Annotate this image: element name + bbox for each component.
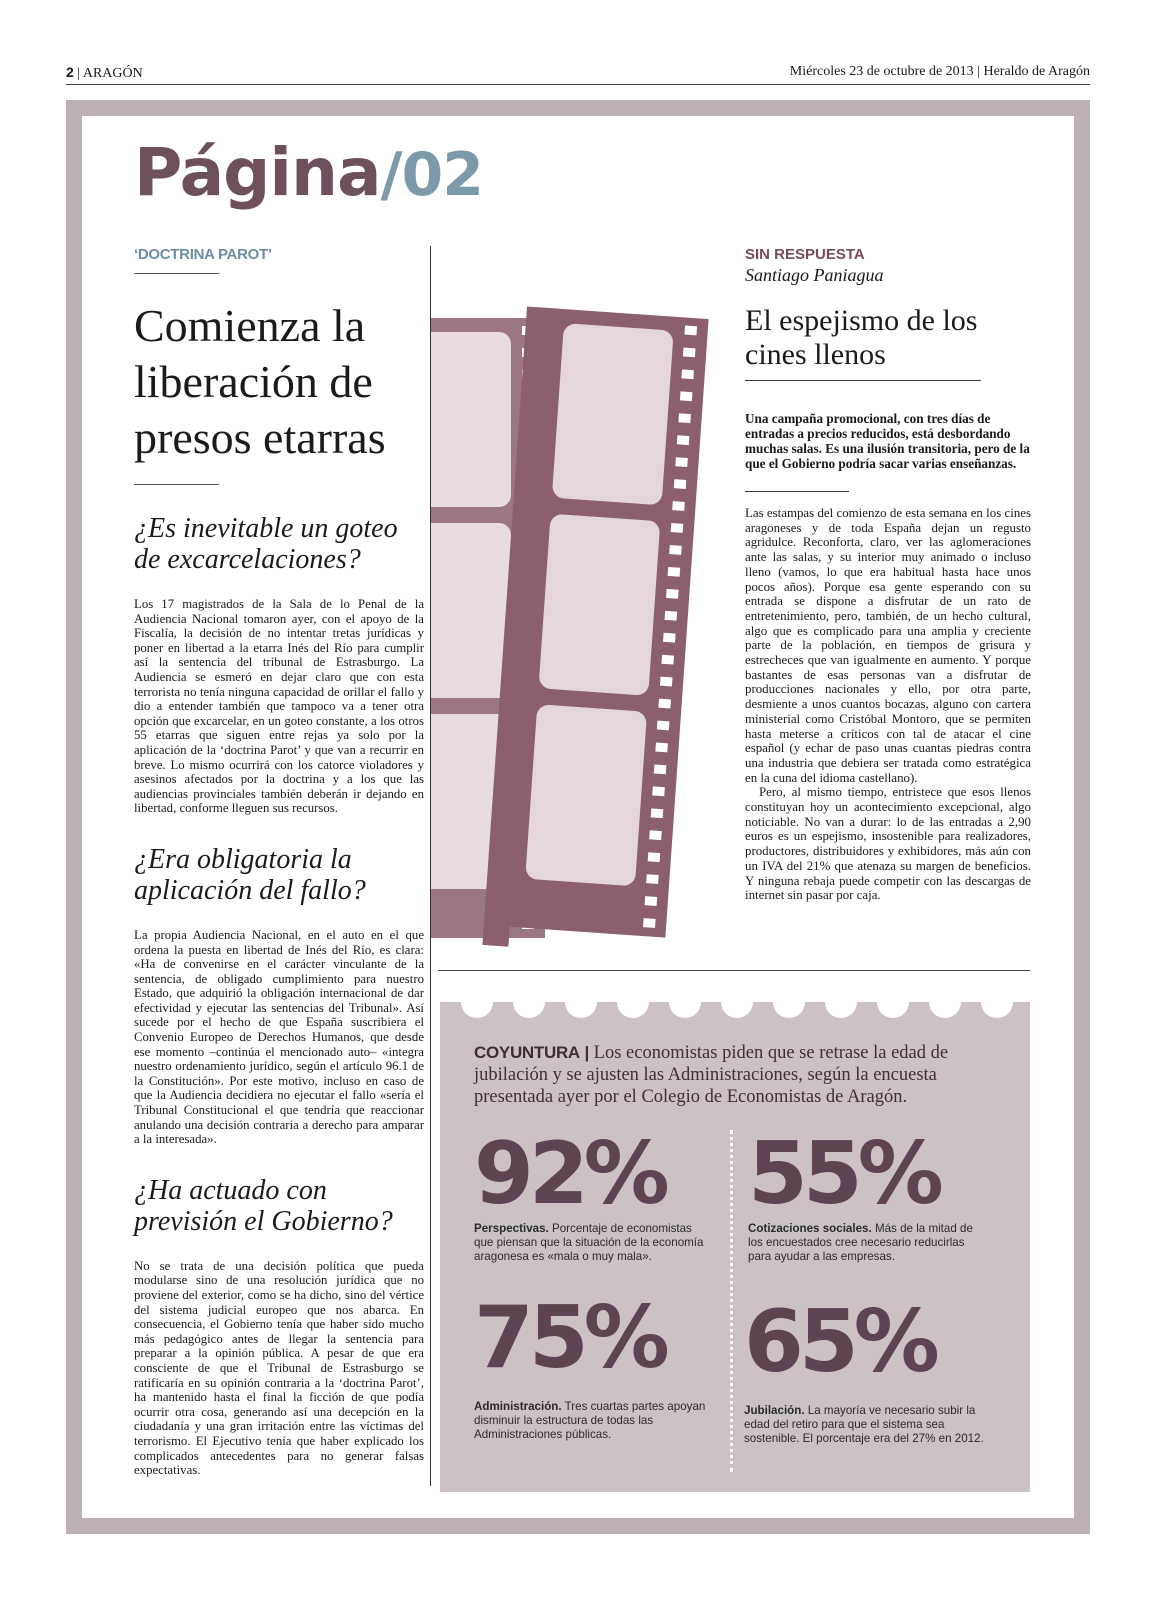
stat-value: 75% [474,1288,665,1388]
question-heading: ¿Es inevitable un goteo de excarcelaciones? [134,513,398,575]
page-title [134,134,483,211]
page-title-number: 02 [401,140,483,210]
doctrina-parot-article [134,246,424,1478]
dotted-divider [730,1130,733,1472]
article-headline: Comienza la liberación de presos etarras [134,300,386,463]
page-folio: 2 | ARAGÓN Miércoles 23 de octubre de 2013 | Heraldo de Aragón [66,64,1090,85]
question-heading: ¿Ha actuado con previsión el Gobierno? [134,1174,393,1237]
coyuntura-label: COYUNTURA [474,1043,580,1062]
deck-rule [745,491,849,492]
article-paragraph: Los 17 magistrados de la Sala de lo Penal de la Audiencia Nacional tomaron ayer, con el apoyo de la Fiscalía, la decisión de no intentar tretas jurídicas y poner en libertad a la etarra Inés del Río para cumplir así la sentencia del tribunal de Estrasburgo. La Audiencia se esmeró en dejar claro que con esta terrorista no tenía ninguna capacidad de orillar el fallo y dio a entender también que tampoco va a tener otra opción que excarcelar, en un goteo constante, a los otros 55 etarras que siguen entre rejas ya solo por la aplicación de la ‘doctrina Parot’ y que van a recurrir en breve. Lo mismo ocurrirá con los catorce violadores y asesinos afectados por la doctrina y a los que las audiencias provinciales también deberán ir dejando en libertad, conforme lleguen sus recursos. [134,597,424,816]
page-title-slash: / [380,140,402,210]
coyuntura-text: Los economistas piden que se retrase la edad de jubilación y se ajusten las Administraciones, según la encuesta presentada ayer por el Colegio de Economistas de Aragón. [474,1043,949,1107]
article-paragraph: No se trata de una decisión política que pueda modularse sino de una resolución jurídica que no proviene del exterior, como se ha dicho, sino del vértice del sistema judicial europeo que nos abarca. En consecuencia, el Gobierno tenía que haber sido mucho más pedagógico antes de llegar la sentencia para preparar a la opinión pública. A pesar de que era consciente de que el Tribunal de Estrasburgo se ratificaría en su opinión contraria a la ‘doctrina Parot’, ha mantenido hasta el final la ficción de que podía ocurrir otra cosa, generando así una decepción en la ciudadanía y una gran irritación entre las víctimas del terrorismo. El Ejecutivo tenía que haber explicado los complicados antecedentes para no generar falsas expectativas. [134,1258,424,1478]
stat-caption-text: La mayoría ve necesario subir la edad del retiro para que el sistema sea sostenible. El porcentaje era del 27% en 2012. [744,1404,984,1445]
article-paragraph: Pero, al mismo tiempo, entristece que esos llenos constituyan hoy un acontecimiento excepcional, algo noticiable. No van a durar: lo de las entradas a 2,90 euros es un espejismo, insostenible para realizadores, productores, distribuidores y exhibidores, más aún con un IVA del 21% que atenaza su margen de beneficios. Y ninguna rebaja puede competir con las descargas de internet sin pasar por caja. [745,785,1031,903]
article-kicker: SIN RESPUESTA [745,246,865,263]
section-rule [438,970,1030,971]
section-name: ARAGÓN [82,66,143,81]
article-paragraph: La propia Audiencia Nacional, en el auto en el que ordena la puesta en libertad de Inés del Río, es clara: «Ha de convenirse en el carácter vinculante de la sentencia, de obligado cumplimiento para nuestro Estado, que adquirió la obligación internacional de dar efectividad y ejecutar las sentencias del Tribunal». Así sucede por el hecho de que España suscribiera el Convenio Europeo de Derechos Humanos, que desde ese momento –continúa el mencionado auto– «integra nuestro ordenamiento jurídico, según el artículo 96.1 de la Constitución». Por este motivo, incluso en caso de que la Audiencia decidiera no ejecutar el fallo «sería el Tribunal Constitucional el que tendría que reaccionar anulando una decisión contraria a derecho para amparar a la interesada». [134,927,424,1147]
scalloped-edge [440,986,1030,1018]
date-and-paper: Miércoles 23 de octubre de 2013 | Heraldo de Aragón [789,64,1090,79]
stat-value: 55% [748,1124,939,1224]
cines-article [745,246,1031,903]
stat-caption-title: Perspectivas. [474,1222,549,1235]
stat-caption-title: Administración. [474,1400,562,1413]
stat-caption [474,1400,714,1442]
stat-caption [748,1222,988,1264]
stat-perspectivas [474,1124,714,1264]
stat-caption-title: Jubilación. [744,1404,805,1417]
film-strip-illustration [431,296,727,1046]
stat-administracion [474,1288,714,1442]
stat-caption-title: Cotizaciones sociales. [748,1222,872,1235]
question-heading: ¿Era obligatoria la aplicación del fallo? [134,843,366,906]
stat-jubilacion [744,1292,984,1446]
page-title-word: Página [134,134,381,211]
headline-rule [134,484,219,485]
stat-caption-text: Tres cuartas partes apoyan disminuir la estructura de todas las Administraciones públicas. [474,1400,706,1441]
page-content [82,116,1074,1518]
article-deck: Una campaña promocional, con tres días de entradas a precios reducidos, está desbordando muchas salas. Es una ilusión transitoria, pero de la que el Gobierno podría sacar varias enseñanzas. [745,411,1030,471]
coyuntura-separator: | [584,1043,590,1062]
stat-caption [744,1404,984,1446]
page-number: 2 [66,64,74,80]
coyuntura-intro [474,1042,994,1108]
coyuntura-panel [440,1002,1030,1492]
article-author: Santiago Paniagua [745,265,884,285]
kicker-rule [134,273,219,274]
page-frame [66,100,1090,1534]
article-paragraph: Las estampas del comienzo de esta semana en los cines aragoneses y de toda España dejan un regusto agridulce. Reconforta, claro, ver las aglomeraciones ante las salas, y su interior muy animado o incluso lleno (vamos, lo que era habitual hasta hace unos pocos años). Porque esa gente esperando con su entrada se dispone a disfrutar de un rato de entretenimiento, pero, también, de un hecho cultural, algo que es complicado para una amplia y creciente parte de la población, en tiempos de grisura y estrecheces que van igualmente en aumento. Y porque bastantes de esas personas van a disfrutar de producciones nacionales y ello, por otra parte, desmiente a unos cuantos bocazas, alguno con cartera ministerial como Cristóbal Montoro, que se permiten hasta meterse a críticos con tal de atacar el cine español (y echar de paso unas cuantas piedras contra una industria que debiera ser tratada como estratégica en la cuna del idioma castellano). [745,506,1031,785]
article-kicker: ‘DOCTRINA PAROT’ [134,246,272,263]
stat-caption-text: Más de la mitad de los encuestados cree necesario reducirlas para ayudar a las empresas. [748,1222,973,1263]
headline-rule [745,380,981,381]
stat-cotizaciones [748,1124,988,1264]
stat-caption-text: Porcentaje de economistas que piensan que la situación de la economía aragonesa es «mala o muy mala». [474,1222,704,1263]
article-headline: El espejismo de los cines llenos [745,304,978,371]
stat-value: 65% [744,1292,935,1392]
stat-value: 92% [474,1124,665,1224]
stat-caption [474,1222,714,1264]
